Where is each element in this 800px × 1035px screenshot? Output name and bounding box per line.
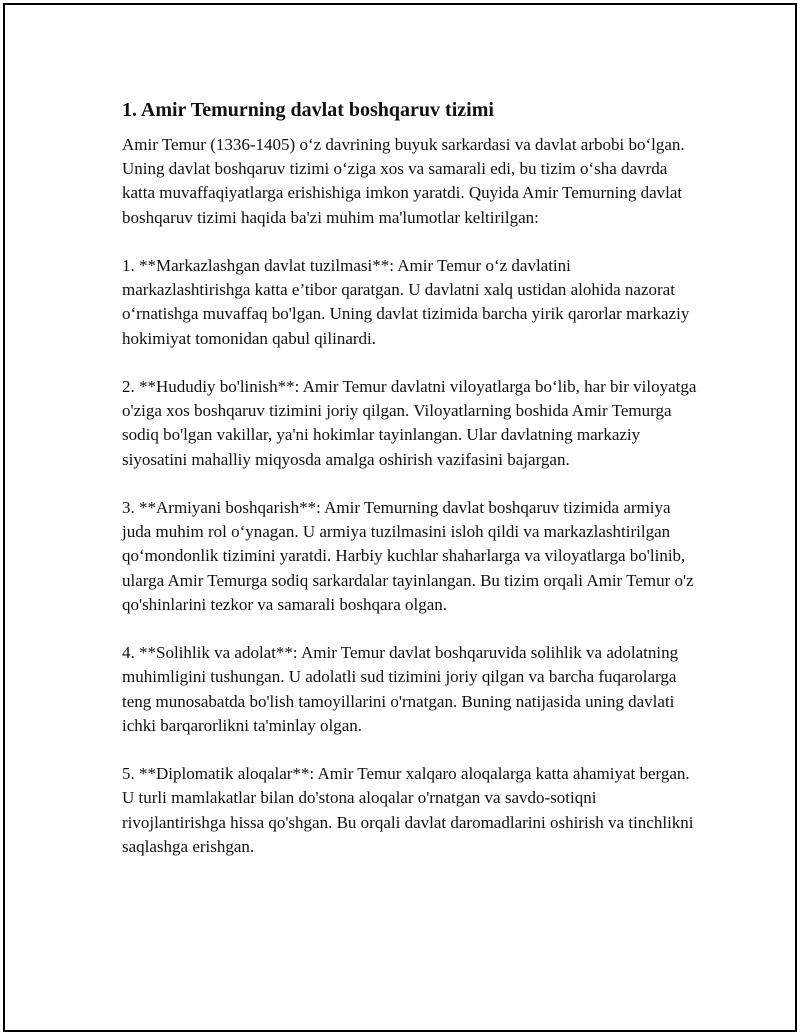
section-4-paragraph: 4. **Solihlik va adolat**: Amir Temur davlat boshqaruvida solihlik va adolatning muhimligini tushungan. U adolatli sud tizimini joriy qilgan va barcha fuqarolarga teng munosabatda bo'lish tamoyillarini o'rnatgan. Buning natijasida uning davlati ichki barqarorlikni ta'minlay olgan. [122,643,679,735]
section-1-paragraph: 1. **Markazlashgan davlat tuzilmasi**: Amir Temur o‘z davlatini markazlashtirishga katta e’tibor qaratgan. U davlatni xalq ustidan alohida nazorat o‘rnatishga muvaffaq bo'lgan. Uning davlat tizimida barcha yirik qarorlar markaziy hokimiyat tomonidan qabul qilinardi. [122,256,690,348]
document-title: 1. Amir Temurning davlat boshqaruv tizimi [122,99,494,121]
section-5-paragraph: 5. **Diplomatik aloqalar**: Amir Temur xalqaro aloqalarga katta ahamiyat bergan. U turli mamlakatlar bilan do'stona aloqalar o'rnatgan va savdo-sotiqni rivojlantirishga hissa qo'shgan. Bu orqali davlat daromadlarini oshirish va tinchlikni saqlashga erishgan. [122,764,694,856]
intro-paragraph: Amir Temur (1336-1405) o‘z davrining buyuk sarkardasi va davlat arbobi bo‘lgan. Uning davlat boshqaruv tizimi o‘ziga xos va samarali edi, bu tizim o‘sha davrda katta muvaffaqiyatlarga erishishiga imkon yaratdi. Quyida Amir Temurning davlat boshqaruv tizimi haqida ba'zi muhim ma'lumotlar keltirilgan: [122,135,685,227]
section-3-paragraph: 3. **Armiyani boshqarish**: Amir Temurning davlat boshqaruv tizimida armiya juda muhim rol o‘ynagan. U armiya tuzilmasini isloh qildi va markazlashtirilgan qo‘mondonlik tizimini yaratdi. Harbiy kuchlar shaharlarga va viloyatlarga bo'linib, ularga Amir Temurga sodiq sarkardalar tayinlangan. Bu tizim orqali Amir Temur o'z qo'shinlarini tezkor va samarali boshqara olgan. [122,498,694,614]
document-body [122,97,697,883]
section-2-paragraph: 2. **Hududiy bo'linish**: Amir Temur davlatni viloyatlarga bo‘lib, har bir viloyatga o'ziga xos boshqaruv tizimini joriy qilgan. Viloyatlarning boshida Amir Temurga sodiq bo'lgan vakillar, ya'ni hokimlar tayinlangan. Ular davlatning markaziy siyosatini mahalliy miqyosda amalga oshirish vazifasini bajargan. [122,377,697,469]
page-frame [3,3,797,1032]
